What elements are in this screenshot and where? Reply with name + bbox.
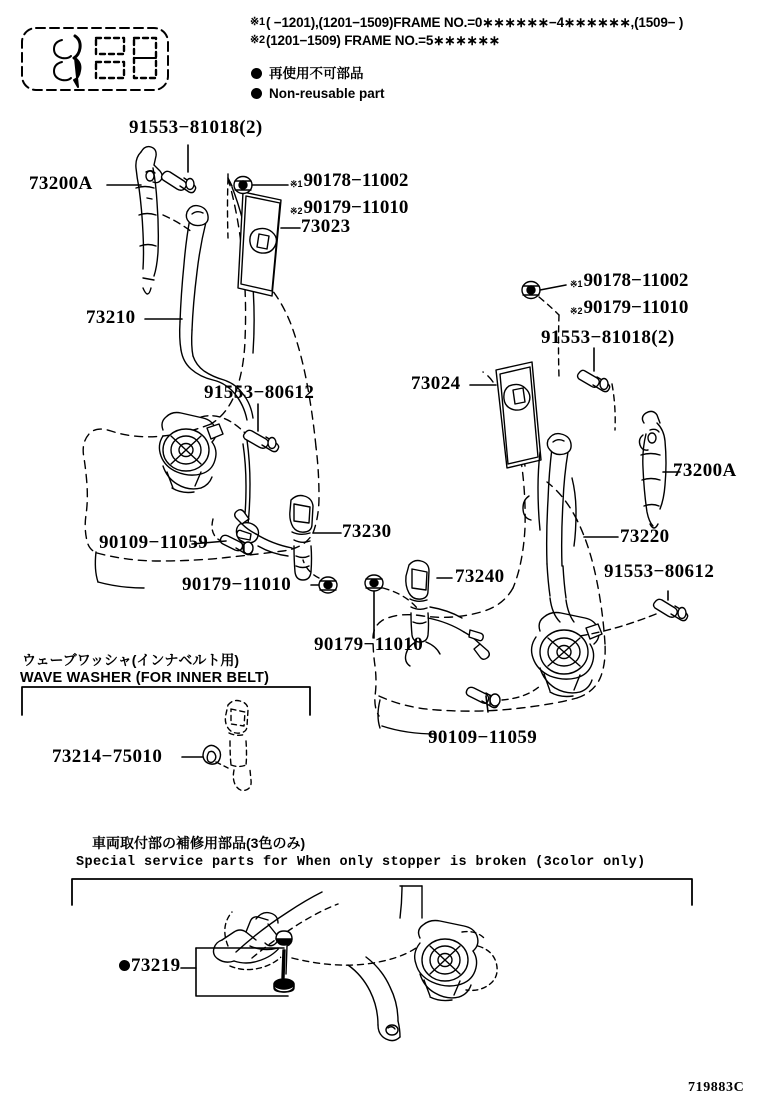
label-90109-11059-mid: 90109−11059 xyxy=(428,727,538,748)
nut-90178-90179-right xyxy=(522,282,540,299)
label-90179-11010-mid: 90179−11010 xyxy=(314,634,424,655)
marked-left-mark1: ※1 xyxy=(290,179,303,189)
part-73210-belt-webbing xyxy=(180,206,259,543)
label-marked-nut-right-line2 xyxy=(570,295,688,321)
label-marked-nut-right-line1 xyxy=(570,268,688,294)
right-seat-detail-lines xyxy=(378,396,525,734)
wave-washer-title-jp: ウェーブワッシャ(インナベルト用) xyxy=(22,652,240,668)
marked-right-mark1: ※1 xyxy=(570,279,583,289)
part-73200A-right-bracket xyxy=(639,411,666,528)
label-73219 xyxy=(119,956,181,975)
label-marked-nut-right xyxy=(570,268,688,320)
right-retractor-assembly xyxy=(532,613,602,697)
marked-left-mark2: ※2 xyxy=(290,205,303,216)
label-73230: 73230 xyxy=(342,521,392,542)
legend-non-reusable-en xyxy=(251,84,385,104)
diagram-code: 719883C xyxy=(688,1080,745,1095)
bolt-91553-81018-left xyxy=(162,171,196,192)
bolt-91553-80612-left xyxy=(244,430,279,451)
bolt-90109-11059-mid xyxy=(466,687,500,707)
special-service-title-jp: 車両取付部の補修用部品(3色のみ) xyxy=(92,835,306,851)
label-73240: 73240 xyxy=(455,566,505,587)
label-marked-nut-left-line1 xyxy=(290,168,408,194)
filled-circle-icon xyxy=(119,960,130,971)
legend-label-jp: 再使用不可部品 xyxy=(269,66,364,81)
nut-90179-11010-mid xyxy=(365,575,383,591)
note-1-text: ( −1201),(1201−1509)FRAME NO.=0∗∗∗∗∗∗−4∗∗∗∗∗∗,(1509− ) xyxy=(265,15,684,30)
label-90109-11059-left: 90109−11059 xyxy=(99,532,209,553)
part-73200A-left-bracket xyxy=(136,147,162,294)
bolt-91553-80612-right xyxy=(654,599,688,620)
label-73219-text: 73219 xyxy=(131,955,181,976)
legend-non-reusable-jp xyxy=(251,64,364,84)
label-91553-81018-right: 91553−81018(2) xyxy=(541,327,675,348)
label-90179-11010-left: 90179−11010 xyxy=(182,574,292,595)
bottom-stopper-illustration xyxy=(214,886,498,1041)
label-73024: 73024 xyxy=(411,373,461,394)
header-note-1 xyxy=(250,14,683,32)
label-73210: 73210 xyxy=(86,307,136,328)
filled-circle-icon xyxy=(251,68,262,79)
marked-right-text1: 90178−11002 xyxy=(583,270,689,291)
left-seat-outline xyxy=(83,178,319,561)
header-note-2 xyxy=(250,32,500,50)
note-2-mark: ※2 xyxy=(250,34,265,46)
label-73200A-left: 73200A xyxy=(29,173,93,194)
filled-circle-icon xyxy=(251,88,262,99)
note-2-text: (1201−1509) FRAME NO.=5∗∗∗∗∗∗ xyxy=(265,33,500,48)
left-retractor-assembly xyxy=(159,413,223,493)
bolt-90109-11059-left xyxy=(220,535,253,554)
marked-left-text2: 90179−11010 xyxy=(303,196,409,218)
bolt-91553-81018-right xyxy=(578,370,610,391)
nut-90178-90179-left xyxy=(234,177,252,194)
note-1-mark: ※1 xyxy=(250,16,265,28)
marked-right-text2: 90179−11010 xyxy=(583,296,689,318)
wave-washer-title-en: WAVE WASHER (FOR INNER BELT) xyxy=(20,670,270,686)
label-73220: 73220 xyxy=(620,526,670,547)
special-service-title-en: Special service parts for When only stopper is broken (3color only) xyxy=(76,855,646,870)
right-seat-outline xyxy=(373,372,605,716)
marked-right-mark2: ※2 xyxy=(570,305,583,316)
callout-box-73219 xyxy=(196,948,288,996)
part-73024-anchor-cover xyxy=(496,362,541,468)
part-73230-inner-belt-buckle xyxy=(235,496,313,581)
part-73023-anchor-cover xyxy=(238,192,281,296)
vehicle-top-view-seats-icon xyxy=(22,28,168,90)
label-91553-81018-left: 91553−81018(2) xyxy=(129,117,263,138)
label-73200A-right: 73200A xyxy=(673,460,737,481)
label-marked-nut-left-line2 xyxy=(290,195,408,221)
nut-90179-11010-left xyxy=(319,577,337,593)
label-marked-nut-left xyxy=(290,168,408,220)
wave-washer-illustration xyxy=(203,701,251,791)
legend-label-en: Non-reusable part xyxy=(269,86,385,101)
special-service-bracket xyxy=(72,879,692,905)
marked-left-text1: 90178−11002 xyxy=(303,170,409,191)
label-73023: 73023 xyxy=(301,216,351,237)
label-91553-80612-left: 91553−80612 xyxy=(204,382,315,403)
label-73214-75010: 73214−75010 xyxy=(52,746,163,767)
wave-washer-bracket xyxy=(22,687,310,715)
label-91553-80612-right: 91553−80612 xyxy=(604,561,715,582)
part-73220-belt-webbing xyxy=(523,434,576,622)
